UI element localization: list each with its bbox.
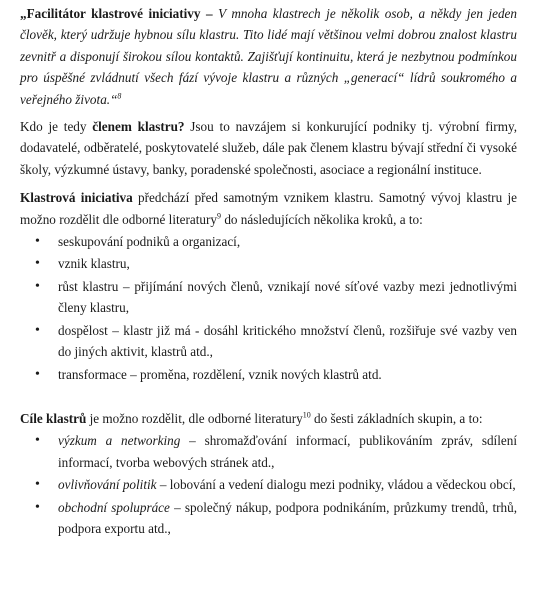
members-text-1: Kdo je tedy: [20, 119, 93, 135]
goals-list: [20, 430, 517, 539]
list-item: [20, 320, 517, 363]
steps-list: [20, 231, 517, 385]
bullet-icon: •: [35, 256, 40, 272]
goal-description: – lobování a vedení dialogu mezi podniky, vládou a vědeckou obcí,: [156, 477, 516, 493]
bullet-icon: •: [35, 234, 40, 250]
list-item-text: vznik klastru,: [58, 256, 130, 272]
list-item: [20, 364, 517, 385]
members-bold-term: členem klastru?: [92, 119, 185, 135]
list-item-text: růst klastru – přijímání nových členů, vznikají nové síťové vazby mezi jednotlivými členy klastru,: [58, 278, 517, 316]
steps-text-2: do následujících několika kroků, a to:: [221, 211, 423, 227]
quote-paragraph: [20, 3, 517, 110]
list-item: [20, 231, 517, 252]
steps-text-1: předchází před samotným vznikem klastru. Samotný vývoj klastru je možno rozdělit dle odborné literatury: [20, 190, 517, 227]
list-item: [20, 430, 517, 473]
steps-bold-term: Klastrová iniciativa: [20, 190, 133, 206]
bullet-icon: •: [35, 322, 40, 338]
list-item: [20, 253, 517, 274]
list-item-text: seskupování podniků a organizací,: [58, 234, 241, 250]
list-item: [20, 474, 517, 495]
steps-paragraph: [20, 187, 517, 230]
bullet-icon: •: [35, 477, 40, 493]
members-paragraph: [20, 116, 517, 180]
goal-term: ovlivňování politik: [58, 477, 157, 493]
goals-text-1: je možno rozdělit, dle odborné literatury: [86, 410, 303, 426]
goal-description: – shromažďování informací, publikováním zpráv, sdílení informací, tvorba webových stránek atd.,: [58, 433, 517, 470]
list-item-text: transformace – proměna, rozdělení, vznik nových klastrů atd.: [58, 366, 382, 382]
section-spacer: [20, 386, 517, 408]
goals-text-2: do šesti základních skupin, a to:: [310, 410, 483, 426]
goal-term: obchodní spolupráce: [58, 499, 170, 515]
footnote-ref-9[interactable]: 9: [217, 211, 222, 221]
goals-paragraph: [20, 408, 517, 429]
bullet-icon: •: [35, 278, 40, 294]
goal-description: – společný nákup, podpora podnikáním, průzkumy trendů, trhů, podpora exportu atd.,: [58, 499, 517, 536]
bullet-icon: •: [35, 433, 40, 449]
goal-term: výzkum a networking: [58, 433, 181, 449]
footnote-ref-10[interactable]: 10: [302, 410, 311, 420]
footnote-ref-8[interactable]: 8: [117, 91, 122, 101]
list-item: [20, 497, 517, 540]
list-item-text: dospělost – klastr již má - dosáhl kritického množství členů, rozšiřuje své vazby ven do jiných aktivit, klastrů atd.,: [58, 322, 517, 360]
members-text-2: Jsou to navzájem si konkurující podniky tj. výrobní firmy, dodavatelé, odběratelé, poskytovatelé služeb, dále pak členem klastru bývají střední či vysoké školy, výzkumné ústavy, banky, poradenské společnosti, asociace a regionální instituce.: [20, 119, 517, 177]
quote-text: V mnoha klastrech je několik osob, a někdy jen jeden člověk, který udržuje hybnou sílu klastru. Tito lidé mají většinou velmi dobrou znalost klastru zevnitř a disponují širokou sílou kontaktů. Zajišťují kontinuitu, která je nezbytnou podmínkou pro úspěšné zvládnutí všech fází vývoje klastru a různých „generací“ lídrů soukromého a veřejného života.“: [20, 6, 517, 107]
goals-bold-term: Cíle klastrů: [20, 410, 87, 426]
bullet-icon: •: [35, 499, 40, 515]
bullet-icon: •: [35, 366, 40, 382]
quote-lead: „Facilitátor klastrové iniciativy –: [20, 6, 213, 21]
list-item: [20, 276, 517, 319]
